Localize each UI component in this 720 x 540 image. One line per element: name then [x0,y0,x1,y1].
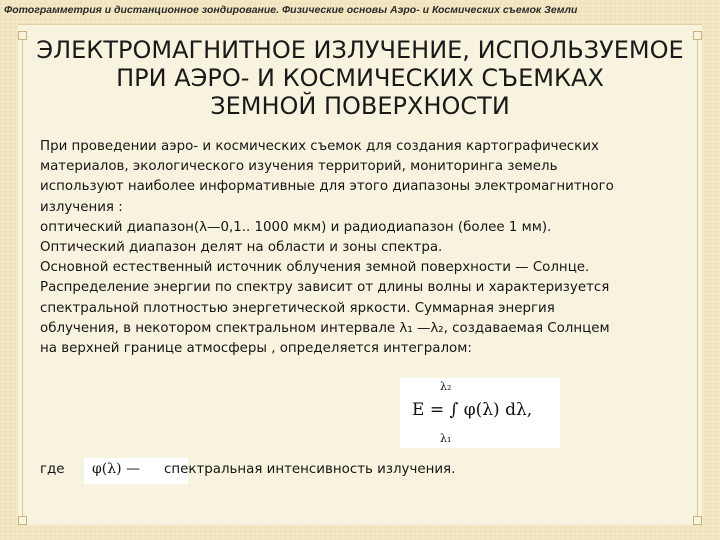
title-line: ЭЛЕКТРОМАГНИТНОЕ ИЗЛУЧЕНИЕ, ИСПОЛЬЗУЕМОЕ [36,36,684,64]
frame-corner-bottom-right [693,516,702,525]
frame-corner-bottom-left [18,516,27,525]
phi-symbol: φ(λ) — [92,461,141,477]
definition-text: спектральная интенсивность излучения. [164,462,456,477]
body-line: облучения, в некотором спектральном интервале λ₁ —λ₂, создаваемая Солнцем [40,320,610,336]
body-line: спектральной плотностью энергетической яркости. Суммарная энергия [40,300,555,316]
slide-title [18,36,702,120]
integral-formula: E = ∫ φ(λ) dλ, [412,400,533,420]
definition-line [40,460,680,488]
integral-upper-limit: λ₂ [440,380,452,393]
title-line: ЗЕМНОЙ ПОВЕРХНОСТИ [210,92,510,120]
integral-lower-limit: λ₁ [440,432,452,445]
body-line: Распределение энергии по спектру зависит от длины волны и характеризуется [40,280,610,296]
body-line: Основной естественный источник облучения земной поверхности — Солнце. [40,260,590,276]
where-label: где [40,462,65,477]
body-line: оптический диапазон(λ—0,1.. 1000 мкм) и радиодиапазон (более 1 мм). [40,219,552,235]
slide-body [40,137,690,359]
title-line: ПРИ АЭРО- И КОСМИЧЕСКИХ СЪЕМКАХ [116,64,604,92]
slide-header: Фотограмметрия и дистанционное зондирование. Физические основы Аэро- и Космических съемок Земли [4,4,578,16]
body-line: на верхней границе атмосферы , определяется интегралом: [40,341,472,357]
body-line: излучения : [40,199,123,215]
body-line: используют наиболее информативные для этого диапазоны электромагнитного [40,179,614,195]
body-line: материалов, экологического изучения территорий, мониторинга земель [40,159,558,175]
body-line: Оптический диапазон делят на области и зоны спектра. [40,240,443,256]
body-line: При проведении аэро- и космических съемок для создания картографических [40,139,599,154]
